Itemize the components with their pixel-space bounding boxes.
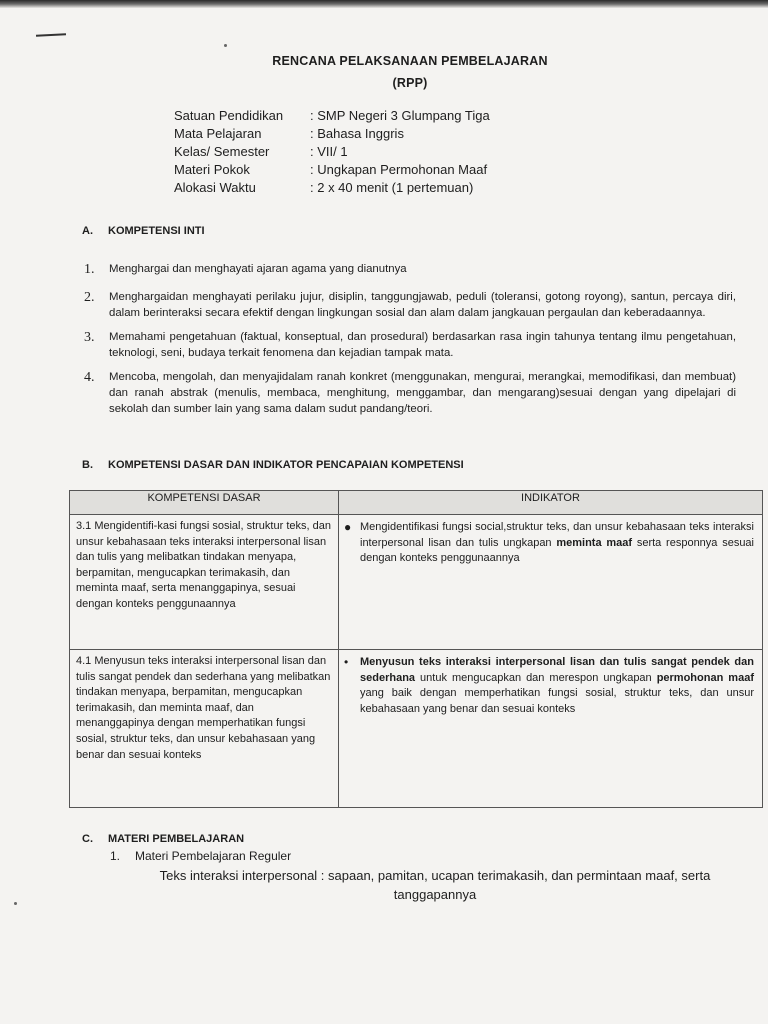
identity-row — [174, 125, 490, 143]
list-number: 1. — [84, 262, 95, 277]
identity-value: : Ungkapan Permohonan Maaf — [310, 162, 488, 177]
list-number: 2. — [84, 290, 95, 305]
table-header-row — [70, 491, 763, 515]
kd-text: 4.1 Menyusun teks interaksi interpersonal lisan dan tulis sangat pendek dan sederhana yang melibatkan tindakan menyapa, berpamitan, mengucapkan terimakasih, dan meminta maaf, dan menanggapinya dengan memperhatikan fungsi sosial, struktur teks, dan unsur kebahasaan yang benar dan sesuai konteks — [76, 655, 331, 761]
indikator-text-part: untuk mengucapkan dan merespon ungkapan — [415, 671, 657, 684]
materi-text: Teks interaksi interpersonal : sapaan, pamitan, ucapan terimakasih, dan permintaan maaf, serta tanggapannya — [159, 868, 711, 902]
section-letter: B. — [82, 459, 93, 471]
identity-row — [174, 143, 490, 161]
section-title: KOMPETENSI DASAR DAN INDIKATOR PENCAPAIAN KOMPETENSI — [108, 459, 464, 471]
section-b-heading — [82, 459, 464, 471]
list-number: 4. — [84, 370, 95, 386]
kompetensi-dasar-table — [69, 490, 763, 808]
pen-mark — [36, 33, 66, 37]
section-letter: A. — [82, 225, 93, 237]
table-row — [70, 650, 763, 808]
column-header-indikator: INDIKATOR — [339, 491, 763, 515]
indikator-text-part: serta responnya sesuai dengan konteks penggunaannya — [360, 536, 754, 565]
identity-row — [174, 179, 490, 197]
indikator-item — [339, 515, 762, 567]
materi-sublabel: Materi Pembelajaran Reguler — [135, 849, 292, 863]
scan-speck — [224, 44, 227, 47]
kd-cell — [70, 650, 339, 808]
kd-text: 3.1 Mengidentifi-kasi fungsi sosial, struktur teks, dan unsur kebahasaan teks interaksi interpersonal lisan dan tulis yang melibatkan tindakan menyapa, berpamitan, mengucapkan terimakasih, dan meminta maaf, serta menanggapinya, sesuai dengan konteks penggunaannya — [76, 520, 331, 610]
identity-label: Alokasi Waktu — [174, 180, 256, 195]
section-title: KOMPETENSI INTI — [108, 225, 205, 237]
scan-top-edge — [0, 0, 768, 8]
list-item — [84, 370, 736, 417]
list-text: Mencoba, mengolah, dan menyajidalam ranah konkret (menggunakan, mengurai, merangkai, memodifikasi, dan membuat) dan ranah abstrak (menulis, membaca, menghitung, menggambar, dan mengarang)sesuai dengan yang dipelajari di sekolah dan sumber lain yang sama dalam sudut pandang/teori. — [109, 371, 736, 415]
list-item — [84, 330, 736, 361]
identity-row — [174, 107, 490, 125]
kompetensi-inti-list — [84, 262, 736, 426]
list-text: Memahami pengetahuan (faktual, konseptual, dan prosedural) berdasarkan rasa ingin tahunya tentang ilmu pengetahuan, teknologi, seni, budaya terkait fenomena dan kejadian tampak mata. — [109, 331, 736, 359]
bullet-icon: ● — [344, 520, 352, 534]
identity-label: Satuan Pendidikan — [174, 108, 284, 123]
indikator-keyword: permohonan maaf — [656, 671, 754, 684]
list-number: 1. — [110, 849, 121, 863]
indikator-text — [360, 520, 754, 567]
indikator-keyword: meminta maaf — [556, 536, 633, 549]
section-c-heading — [82, 833, 244, 845]
identity-value: : VII/ 1 — [310, 144, 348, 159]
indikator-text-part: Mengidentifikasi fungsi social,struktur teks, dan unsur kebahasaan teks interaksi interpersonal lisan dan tulis ungkapan — [360, 521, 754, 549]
identity-label: Kelas/ Semester — [174, 144, 270, 159]
document-subtitle: (RPP) — [392, 76, 428, 90]
list-item — [84, 262, 736, 278]
identity-value: : 2 x 40 menit (1 pertemuan) — [310, 180, 474, 195]
indikator-text-part: yang baik dengan memperhatikan fungsi sosial, struktur teks, dan unsur kebahasaan yang benar dan sesuai konteks — [360, 687, 754, 715]
identity-block — [174, 107, 490, 197]
identity-label: Mata Pelajaran — [174, 126, 262, 141]
identity-value: : Bahasa Inggris — [310, 126, 404, 141]
list-text: Menghargaidan menghayati perilaku jujur, disiplin, tanggungjawab, peduli (toleransi, gotong royong), santun, percaya diri, dalam berinteraksi secara efektif dengan lingkungan sosial dan alam dalam jangkauan pergaulan dan keberadaannya. — [109, 291, 736, 319]
list-number: 3. — [84, 330, 95, 346]
section-a-heading — [82, 225, 205, 237]
bullet-icon: • — [344, 655, 349, 669]
indikator-cell — [339, 650, 763, 808]
document-title: RENCANA PELAKSANAAN PEMBELAJARAN — [272, 54, 548, 68]
section-letter: C. — [82, 833, 93, 845]
list-text: Menghargai dan menghayati ajaran agama yang dianutnya — [109, 263, 407, 275]
identity-value: : SMP Negeri 3 Glumpang Tiga — [310, 108, 490, 123]
indikator-text — [360, 655, 754, 717]
scan-speck — [14, 902, 17, 905]
kd-cell — [70, 515, 339, 650]
indikator-item — [339, 650, 762, 717]
section-title: MATERI PEMBELAJARAN — [108, 833, 245, 845]
column-header-kd: KOMPETENSI DASAR — [70, 491, 339, 515]
identity-row — [174, 161, 490, 179]
table-row — [70, 515, 763, 650]
list-item — [84, 290, 736, 321]
materi-subheading — [110, 849, 291, 863]
indikator-keyword: Menyusun teks interaksi interpersonal lisan dan tulis sangat pendek dan sederhana — [360, 656, 754, 684]
indikator-cell — [339, 515, 763, 650]
identity-label: Materi Pokok — [174, 162, 250, 177]
